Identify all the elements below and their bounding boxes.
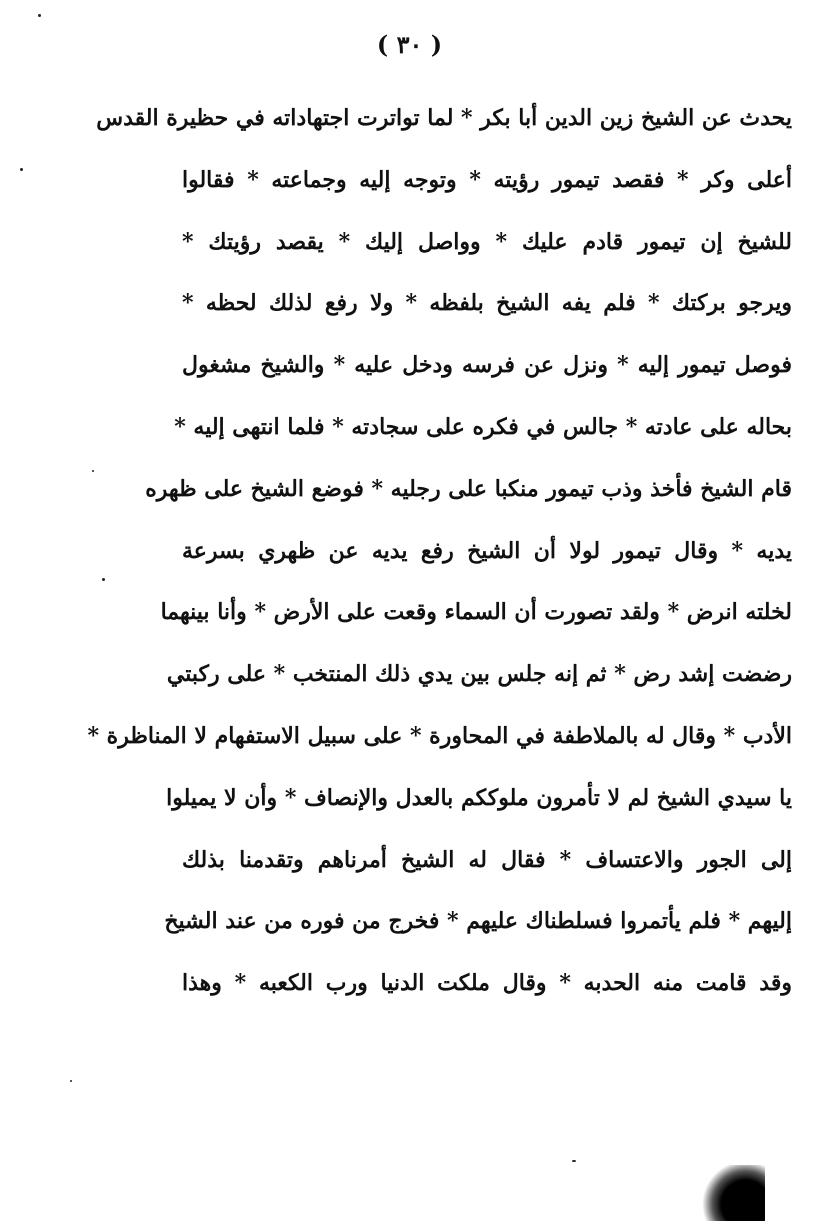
text-line: يا سيدي الشيخ لم لا تأمرون ملوككم بالعدل والإنصاف * وأن لا يميلوا [166,784,792,811]
text-line: إليهم * فلم يأتمروا فسلطناك عليهم * فخرج من فوره من عند الشيخ [164,908,792,935]
scan-speck [92,470,94,472]
scan-blot [700,1165,765,1221]
text-line: لخلته انرض * ولقد تصورت أن السماء وقعت على الأرض * وأنا بينهما [160,599,792,626]
text-line: للشيخ إن تيمور قادم عليك * وواصل إليك * يقصد رؤيتك * [182,228,792,255]
text-line: الأدب * وقال له بالملاطفة في المحاورة * على سبيل الاستفهام لا المناظرة * [87,722,792,749]
text-line: ويرجو بركتك * فلم يفه الشيخ بلفظه * ولا رفع لذلك لحظه * [182,290,792,317]
text-line: إلى الجور والاعتساف * فقال له الشيخ أمرناهم وتقدمنا بذلك [182,846,792,873]
body-text [87,88,792,1015]
scan-speck [70,1080,72,1082]
text-line: وقد قامت منه الحدبه * وقال ملكت الدنيا ورب الكعبه * وهذا [182,970,792,997]
scan-speck [20,168,23,171]
scan-speck [572,1160,576,1162]
text-line: فوصل تيمور إليه * ونزل عن فرسه ودخل عليه * والشيخ مشغول [182,352,792,379]
page-number: ( ٣٠ ) [376,30,443,59]
text-line: يحدث عن الشيخ زين الدين أبا بكر * لما تواترت اجتهاداته في حظيرة القدس [96,105,792,131]
text-line: يديه * وقال تيمور لولا أن الشيخ رفع يديه عن ظهري بسرعة [182,537,792,564]
text-line: أعلى وكر * فقصد تيمور رؤيته * وتوجه إليه وجماعته * فقالوا [182,166,792,193]
scan-speck [38,14,41,17]
scan-speck [102,578,105,581]
text-line: بحاله على عادته * جالس في فكره على سجادته * فلما انتهى إليه * [174,413,792,440]
text-line: رضضت إشد رض * ثم إنه جلس بين يدي ذلك المنتخب * على ركبتي [166,661,792,688]
text-line: قام الشيخ فأخذ وذب تيمور منكبا على رجليه * فوضع الشيخ على ظهره [145,475,792,502]
